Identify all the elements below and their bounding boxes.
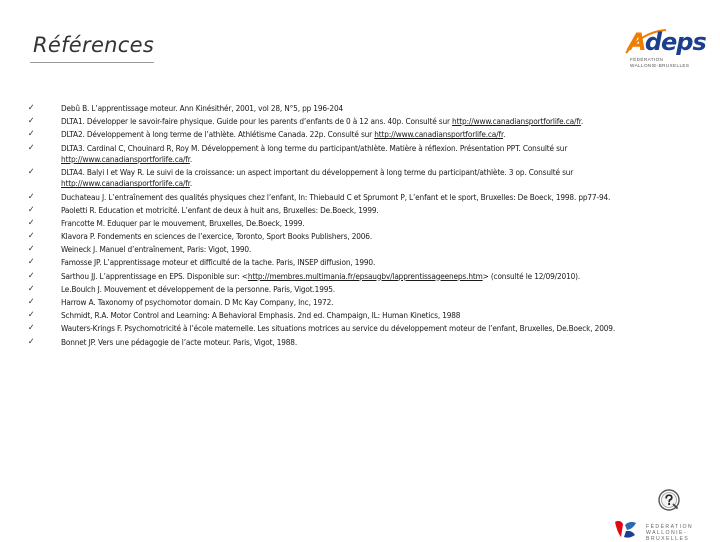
reference-text: Le.Boulch J. Mouvement et développement de la personne. Paris, Vigot.1995. [61, 283, 335, 294]
checkmark-icon: ✓ [28, 297, 35, 308]
reference-item [28, 218, 696, 229]
checkmark-icon: ✓ [28, 142, 35, 153]
reference-text: DLTA1. Développer le savoir-faire physique. Guide pour les parents d’enfants de 0 à 12 ans. 40p. Consulté sur [61, 116, 453, 127]
checkmark-icon: ✓ [28, 191, 35, 202]
question-magnifier-icon [658, 489, 680, 511]
reference-text: Bonnet JP. Vers une pédagogie de l’acte moteur. Paris, Vigot, 1988. [61, 336, 298, 347]
adeps-subtitle-line1: FÉDÉRATION [630, 57, 664, 62]
checkmark-icon: ✓ [28, 116, 35, 127]
reference-link[interactable]: http://www.canadiansportforlife.ca/fr [452, 116, 581, 127]
fwb-line2: WALLONIE-BRUXELLES [646, 530, 690, 542]
reference-text: Schmidt, R.A. Motor Control and Learning: A Behavioral Emphasis. 2nd ed. Champaign, IL: Human Kinetics, 1988 [61, 310, 461, 321]
reference-text: DLTA3. Cardinal C, Chouinard R, Roy M. Développement à long terme du participant/athlète. Matière à réflexion. Présentation PPT. Consulté sur [61, 142, 568, 153]
reference-item [28, 284, 696, 295]
reference-suffix: > (consulté le 12/09/2010). [482, 270, 581, 281]
reference-text: DLTA4. Balyi I et Way R. Le suivi de la croissance: un aspect important du développement à long terme du participant/athlète. 3 op. Consulté sur [61, 167, 574, 178]
reference-text: Duchateau J. L’entraînement des qualités physiques chez l’enfant, In: Thiebauld C et Sprumont P, L’enfant et le sport, Bruxelles: De Boeck, 1998. pp77-94. [61, 191, 611, 202]
reference-item [28, 310, 696, 321]
reference-suffix: . [189, 153, 193, 164]
reference-item [28, 231, 696, 242]
reference-item [28, 129, 696, 140]
fwb-logo [612, 518, 720, 540]
reference-item [28, 116, 696, 127]
checkmark-icon: ✓ [28, 231, 35, 242]
checkmark-icon: ✓ [28, 336, 35, 347]
fwb-wordmark [646, 524, 720, 542]
checkmark-icon: ✓ [28, 270, 35, 281]
fwb-mark-icon [612, 518, 640, 540]
help-button[interactable] [658, 489, 680, 511]
reference-link[interactable]: http://www.canadiansportforlife.ca/fr [61, 153, 190, 164]
adeps-subtitle-line2: WALLONIE-BRUXELLES [630, 62, 690, 68]
reference-text: Famosse JP. L’apprentissage moteur et difficulté de la tache. Paris, INSEP diffusion, 1990. [61, 257, 376, 268]
reference-text: Harrow A. Taxonomy of psychomotor domain. D Mc Kay Company, Inc, 1972. [61, 297, 334, 308]
reference-item [28, 192, 696, 203]
checkmark-icon: ✓ [28, 244, 35, 255]
reference-text: DLTA2. Développement à long terme de l’athlète. Athlétisme Canada. 22p. Consulté sur [61, 129, 375, 140]
reference-link[interactable]: http://www.canadiansportforlife.ca/fr [61, 178, 190, 189]
checkmark-icon: ✓ [28, 310, 35, 321]
reference-item [28, 103, 696, 114]
reference-item [28, 297, 696, 308]
reference-text: Weineck J. Manuel d’entraînement, Paris: Vigot, 1990. [61, 244, 252, 255]
title-underline [30, 62, 154, 63]
checkmark-icon: ✓ [28, 129, 35, 140]
reference-item [28, 323, 696, 334]
checkmark-icon: ✓ [28, 103, 35, 113]
reference-item [28, 244, 696, 255]
page-title: Références [33, 33, 155, 57]
reference-suffix: . [580, 116, 584, 127]
adeps-wordmark [628, 28, 706, 56]
reference-item [28, 143, 696, 166]
reference-link[interactable]: http://membres.multimania.fr/epsaugbv/lapprentissageeneps.htm [247, 270, 483, 281]
checkmark-icon: ✓ [28, 283, 35, 294]
checkmark-icon: ✓ [28, 204, 35, 215]
checkmark-icon: ✓ [28, 217, 35, 228]
reference-item [28, 337, 696, 348]
reference-item [28, 205, 696, 216]
adeps-wordmark-a: A [628, 28, 645, 56]
reference-item [28, 257, 696, 268]
reference-text: Wauters-Krings F. Psychomotricité à l’école maternelle. Les situations motrices au service du développement moteur de l’enfant, Bruxelles, De.Boeck, 2009. [61, 323, 616, 334]
reference-text: Debû B. L’apprentissage moteur. Ann Kinésithér, 2001, vol 28, N°5, pp 196-204 [61, 103, 344, 113]
reference-item [28, 167, 696, 190]
reference-item [28, 271, 696, 282]
checkmark-icon: ✓ [28, 257, 35, 268]
reference-text: Klavora P. Fondements en sciences de l’exercice, Toronto, Sport Books Publishers, 2006. [61, 231, 373, 242]
fwb-line1: FÉDÉRATION [646, 524, 694, 530]
reference-link[interactable]: http://www.canadiansportforlife.ca/fr [374, 129, 504, 140]
checkmark-icon: ✓ [28, 167, 35, 178]
adeps-subtitle [630, 57, 689, 68]
adeps-logo [622, 26, 704, 74]
references-list [28, 103, 696, 350]
reference-suffix: . [503, 129, 506, 140]
checkmark-icon: ✓ [28, 323, 35, 334]
adeps-wordmark-rest: deps [644, 28, 706, 56]
reference-text: Sarthou JJ. L’apprentissage en EPS. Disponible sur: < [61, 270, 248, 281]
reference-text: Paoletti R. Education et motricité. L’enfant de deux à huit ans, Bruxelles: De.Boeck, 1999. [61, 204, 379, 215]
reference-suffix: . [189, 178, 193, 189]
reference-text: Francotte M. Eduquer par le mouvement, Bruxelles, De.Boeck, 1999. [61, 217, 305, 228]
